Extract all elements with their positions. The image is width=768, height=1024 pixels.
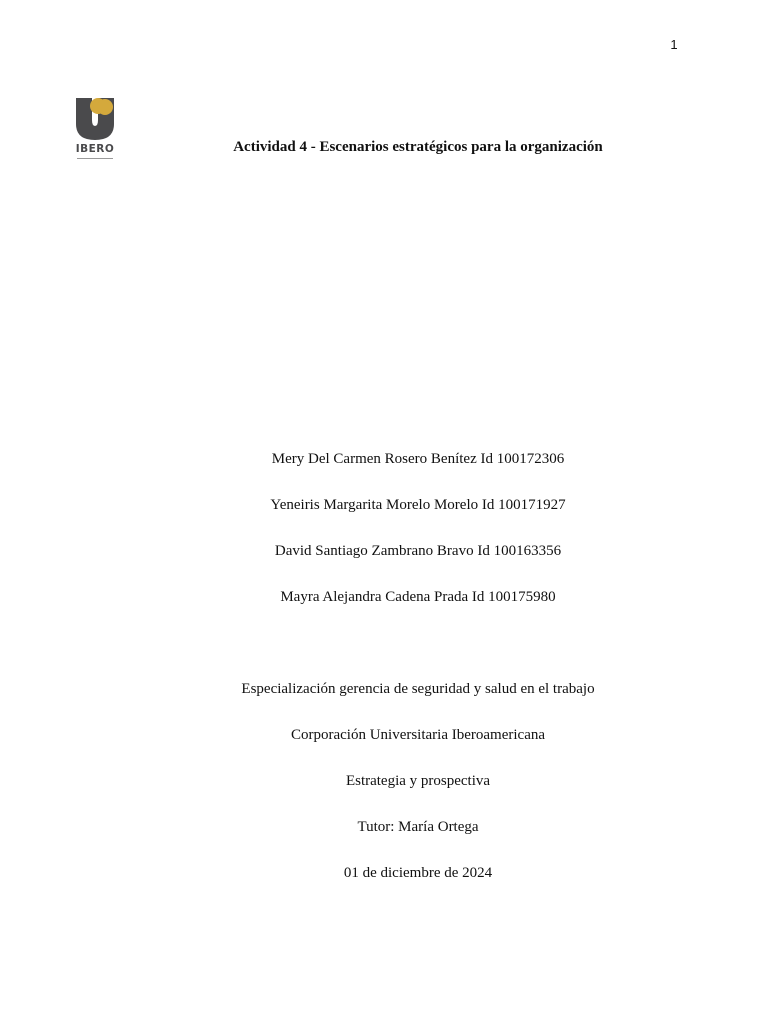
author-4: Mayra Alejandra Cadena Prada Id 100175980 xyxy=(280,589,556,605)
author-3: David Santiago Zambrano Bravo Id 100163356 xyxy=(274,543,562,559)
svg-text:IBERO: IBERO xyxy=(75,143,115,155)
institution-name: Corporación Universitaria Iberoamericana xyxy=(290,727,546,743)
ibero-logo xyxy=(74,96,116,162)
program-name: Especialización gerencia de seguridad y salud en el trabajo xyxy=(241,681,595,697)
author-1: Mery Del Carmen Rosero Benítez Id 100172306 xyxy=(271,451,565,467)
author-2: Yeneiris Margarita Morelo Morelo Id 100171927 xyxy=(270,497,566,513)
document-title: Actividad 4 - Escenarios estratégicos para la organización xyxy=(233,139,603,155)
course-name: Estrategia y prospectiva xyxy=(345,773,491,789)
tutor-name: Tutor: María Ortega xyxy=(357,819,479,835)
page-number: 1 xyxy=(670,37,678,52)
document-date: 01 de diciembre de 2024 xyxy=(343,865,493,881)
